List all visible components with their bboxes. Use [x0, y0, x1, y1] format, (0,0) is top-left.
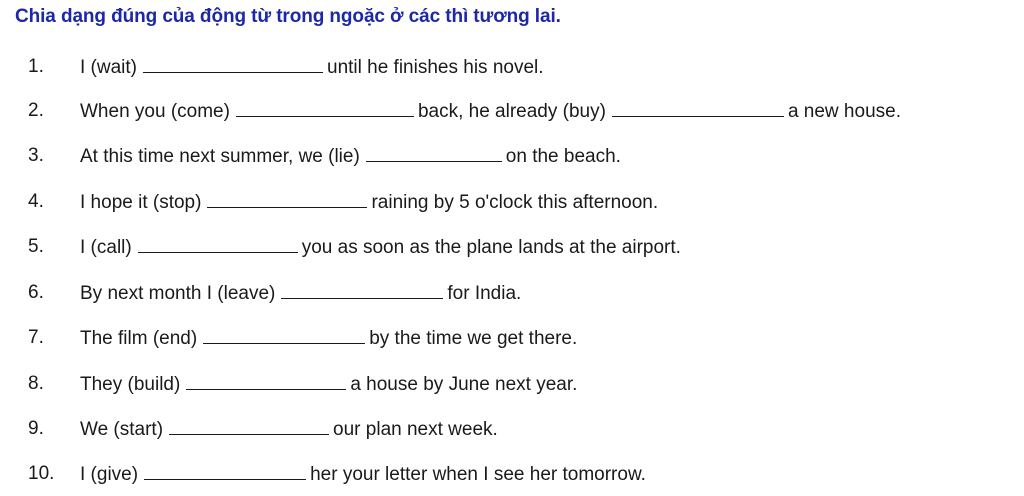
exercise-item-1: [0, 52, 1024, 82]
item-sentence: [80, 52, 544, 83]
item-text-after: on the beach.: [505, 146, 621, 167]
answer-blank-2[interactable]: [612, 96, 784, 117]
item-text-before: They (build): [80, 374, 181, 395]
answer-blank[interactable]: [366, 141, 502, 162]
item-sentence: [80, 414, 498, 445]
item-text-after: you as soon as the plane lands at the airport.: [301, 237, 681, 258]
item-number: 4.: [28, 191, 44, 212]
answer-blank[interactable]: [236, 96, 414, 117]
exercise-item-5: [0, 232, 1024, 262]
item-text-after: by the time we get there.: [369, 328, 578, 349]
item-number: 2.: [28, 100, 44, 121]
item-number: 7.: [28, 327, 44, 348]
answer-blank[interactable]: [281, 278, 443, 299]
answer-blank[interactable]: [143, 52, 323, 73]
item-number: 1.: [28, 56, 44, 77]
answer-blank[interactable]: [138, 232, 298, 253]
item-number: 3.: [28, 145, 44, 166]
item-number: 10.: [28, 463, 55, 484]
item-text-after: her your letter when I see her tomorrow.: [310, 464, 646, 485]
item-number: 8.: [28, 373, 44, 394]
item-sentence: [80, 369, 577, 400]
exercise-item-6: [0, 278, 1024, 308]
item-number: 5.: [28, 236, 44, 257]
exercise-item-10: [0, 459, 1024, 489]
exercise-item-7: [0, 323, 1024, 353]
item-text-before: I (call): [80, 237, 132, 258]
exercise-item-4: [0, 187, 1024, 217]
item-sentence: [80, 187, 658, 218]
item-text-after: until he finishes his novel.: [327, 57, 544, 78]
answer-blank[interactable]: [203, 323, 365, 344]
exercise-item-8: [0, 369, 1024, 399]
item-text-middle: back, he already (buy): [417, 101, 606, 122]
item-sentence: [80, 278, 521, 309]
item-sentence: [80, 323, 577, 354]
exercise-item-2: [0, 96, 1024, 126]
answer-blank[interactable]: [144, 459, 306, 480]
answer-blank[interactable]: [186, 369, 346, 390]
item-number: 6.: [28, 282, 44, 303]
answer-blank[interactable]: [169, 414, 329, 435]
item-text-after: a house by June next year.: [350, 374, 578, 395]
answer-blank[interactable]: [207, 187, 367, 208]
item-text-after: raining by 5 o'clock this afternoon.: [371, 192, 659, 213]
item-text-before: I (give): [80, 464, 139, 485]
item-text-before: I hope it (stop): [80, 192, 202, 213]
exercise-item-3: [0, 141, 1024, 171]
item-text-before: I (wait): [80, 57, 137, 78]
item-text-before: At this time next summer, we (lie): [80, 146, 360, 167]
item-sentence: [80, 96, 901, 127]
item-text-before: We (start): [80, 419, 164, 440]
exercise-item-9: [0, 414, 1024, 444]
item-sentence: [80, 141, 621, 172]
item-sentence: [80, 459, 646, 490]
item-text-after: our plan next week.: [333, 419, 498, 440]
item-text-before: By next month I (leave): [80, 283, 276, 304]
item-text-before: The film (end): [80, 328, 198, 349]
worksheet-title: Chia dạng đúng của động từ trong ngoặc ở các thì tương lai.: [15, 6, 561, 27]
item-text-after: a new house.: [787, 101, 901, 122]
item-number: 9.: [28, 418, 44, 439]
item-text-after: for India.: [447, 283, 522, 304]
item-text-before: When you (come): [80, 101, 230, 122]
item-sentence: [80, 232, 681, 263]
